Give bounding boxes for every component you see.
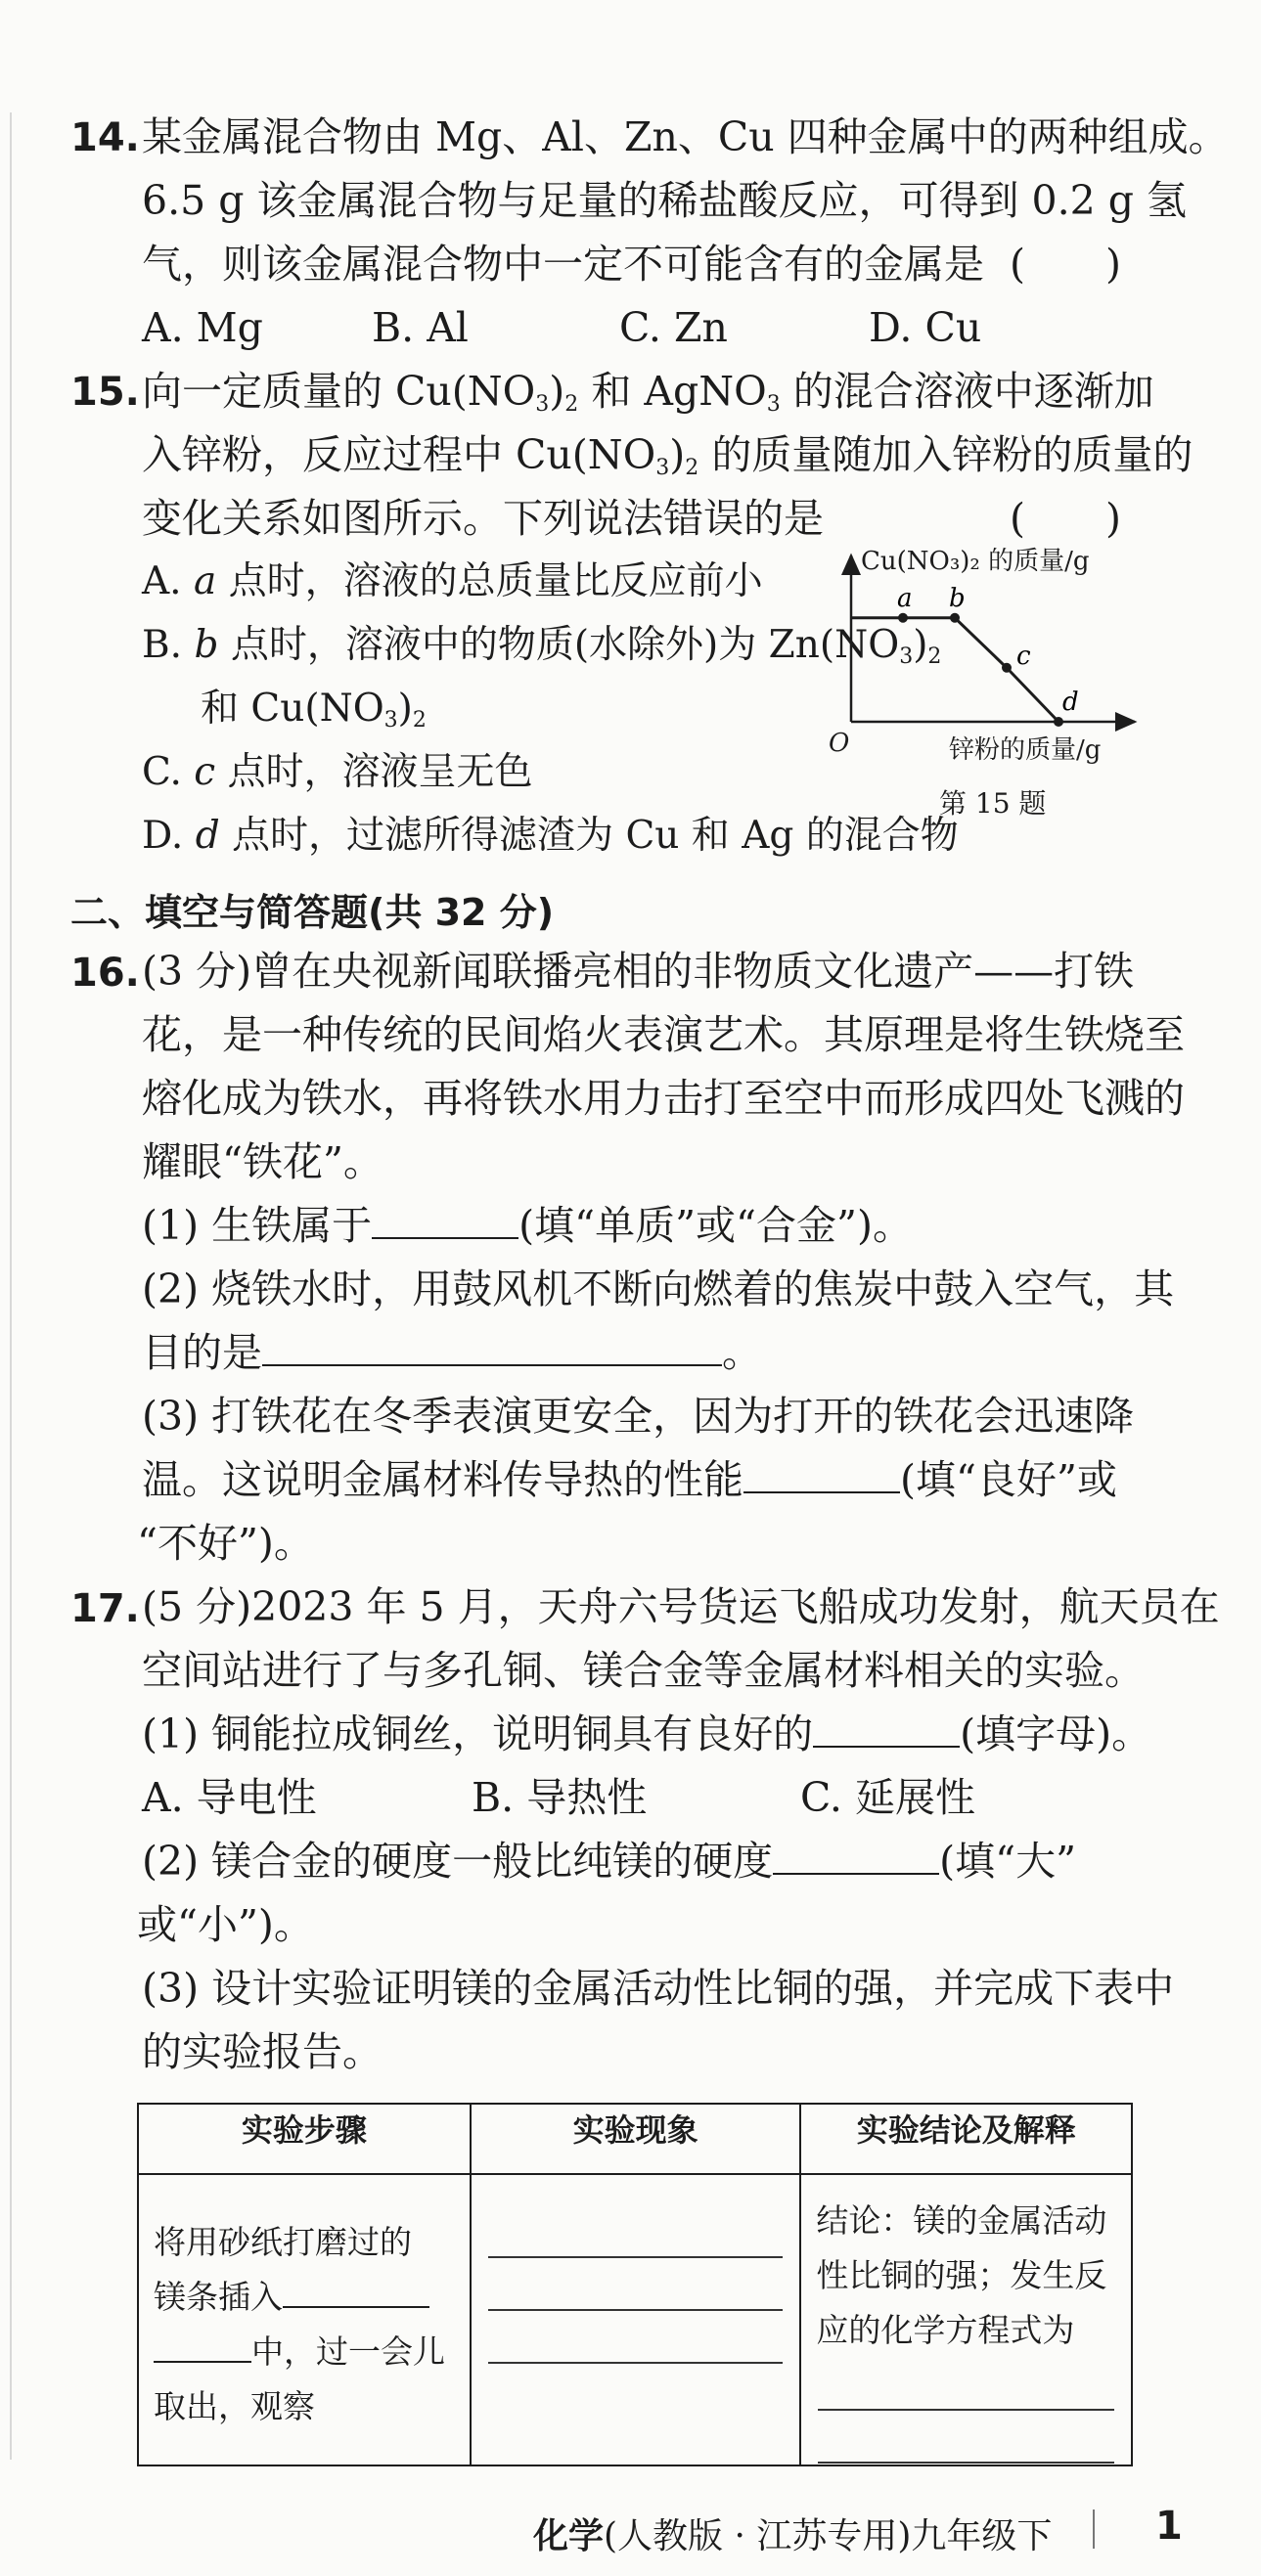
option-b-continued: 和 $Cu(NO_3)_2$ xyxy=(201,687,427,733)
question-number: 14. xyxy=(70,115,140,160)
question-number: 15. xyxy=(70,370,140,415)
question-number: 17. xyxy=(70,1586,140,1631)
point-label-c: c xyxy=(1016,641,1031,671)
table-row xyxy=(138,2174,1132,2465)
footer-divider xyxy=(1093,2509,1095,2549)
sub-question-1: (1) 生铁属于 (填“单质”或“合金”)。 xyxy=(142,1202,913,1249)
sub-question-2-continued: 或“小”)。 xyxy=(137,1901,314,1948)
phenomenon-cell xyxy=(471,2174,801,2465)
question-text-line: 熔化成为铁水，再将铁水用力击打至空中而形成四处飞溅的 xyxy=(142,1075,1185,1122)
data-point-c xyxy=(1002,663,1012,673)
column-header-steps: 实验步骤 xyxy=(138,2104,471,2174)
chart-marks xyxy=(851,584,1079,727)
sub-question-3: (3) 设计实验证明镁的金属活动性比铜的强，并完成下表中 xyxy=(142,1965,1175,2012)
question-text-line: 花，是一种传统的民间焰火表演艺术。其原理是将生铁烧至 xyxy=(142,1011,1185,1058)
point-label-d: d xyxy=(1062,688,1079,717)
table-header-row xyxy=(138,2104,1132,2174)
option-b: B. 导热性 xyxy=(472,1774,648,1821)
section-title: 二、填空与简答题(共 32 分) xyxy=(70,891,555,934)
page-number: 1 xyxy=(1155,2504,1183,2549)
x-axis-label: 锌粉的质量/g xyxy=(949,735,1102,765)
question-text-line: 空间站进行了与多孔铜、镁合金等金属材料相关的实验。 xyxy=(142,1647,1145,1694)
sub-question-3-continued: 的实验报告。 xyxy=(142,2028,383,2075)
question-text-line: 某金属混合物由 Mg、Al、Zn、Cu 四种金属中的两种组成。 xyxy=(142,113,1229,160)
answer-blank[interactable] xyxy=(773,1836,939,1875)
question-text-line: 耀眼“铁花”。 xyxy=(142,1138,383,1185)
answer-bracket: ( ) xyxy=(1010,241,1121,288)
question-text-line: 6.5 g 该金属混合物与足量的稀盐酸反应，可得到 0.2 g 氢 xyxy=(142,177,1188,224)
sub-question-1: (1) 铜能拉成铜丝，说明铜具有良好的 (填字母)。 xyxy=(142,1710,1152,1757)
point-label-a: a xyxy=(897,583,913,613)
column-header-phenomenon: 实验现象 xyxy=(471,2104,801,2174)
question-text-line: 向一定质量的 $Cu(NO_3)_2$ 和 AgNO$_3$ 的混合溶液中逐渐加 xyxy=(142,368,1154,417)
sub-question-2-continued: 目的是 。 xyxy=(142,1329,762,1376)
answer-blank[interactable] xyxy=(818,2411,1114,2464)
binding-margin-line xyxy=(10,112,12,2460)
sub-question-3-end: “不好”)。 xyxy=(137,1520,314,1567)
option-a: A. a 点时，溶液的总质量比反应前小 xyxy=(142,559,763,603)
sub-question-3: (3) 打铁花在冬季表演更安全，因为打开的铁花会迅速降 xyxy=(142,1393,1135,1440)
sub-question-2: (2) 镁合金的硬度一般比纯镁的硬度 (填“大” xyxy=(142,1838,1077,1885)
question-text-line: 变化关系如图所示。下列说法错误的是 xyxy=(142,495,824,542)
data-point-b xyxy=(950,613,960,623)
conclusion-cell: 结论：镁的金属活动 性比铜的强；发生反 应的化学方程式为 xyxy=(800,2174,1132,2465)
answer-blank[interactable] xyxy=(154,2326,251,2363)
option-b: B. b 点时，溶液中的物质(水除外)为 $Zn(NO_3)_2$ xyxy=(142,623,942,669)
question-text-line: (5 分)2023 年 5 月，天舟六号货运飞船成功发射，航天员在 xyxy=(142,1583,1220,1630)
question-text-line: 气，则该金属混合物中一定不可能含有的金属是 xyxy=(142,241,984,288)
experiment-report-table xyxy=(137,2103,1133,2466)
option-d: D. d 点时，过滤所得滤渣为 Cu 和 Ag 的混合物 xyxy=(142,814,959,858)
sub-question-2: (2) 烧铁水时，用鼓风机不断向燃着的焦炭中鼓入空气，其 xyxy=(142,1266,1175,1312)
option-c: C. Zn xyxy=(619,304,728,351)
footer-book-title: 化学(人教版 · 江苏专用)九年级下 xyxy=(533,2516,1053,2556)
question-text-line: (3 分)曾在央视新闻联播亮相的非物质文化遗产——打铁 xyxy=(142,948,1135,995)
answer-blank[interactable] xyxy=(488,2311,784,2364)
option-a: A. 导电性 xyxy=(142,1774,317,1821)
y-axis-label: Cu(NO₃)₂ 的质量/g xyxy=(861,547,1090,576)
question-number: 16. xyxy=(70,951,140,996)
question-text-line: 入锌粉，反应过程中 $Cu(NO_3)_2$ 的质量随加入锌粉的质量的 xyxy=(142,431,1193,480)
option-b: B. Al xyxy=(372,304,469,351)
answer-blank[interactable] xyxy=(372,1200,518,1239)
answer-blank[interactable] xyxy=(488,2258,784,2311)
origin-label: O xyxy=(829,729,850,758)
option-d: D. Cu xyxy=(869,304,982,351)
answer-bracket: ( ) xyxy=(1010,495,1121,542)
step-cell: 将用砂纸打磨过的 镁条插入 中，过一会儿 取出，观察 xyxy=(138,2174,471,2465)
column-header-conclusion: 实验结论及解释 xyxy=(800,2104,1132,2174)
sub-question-3-continued: 温。这说明金属材料传导热的性能 (填“良好”或 xyxy=(142,1456,1117,1503)
answer-blank[interactable] xyxy=(818,2358,1114,2411)
option-c: C. 延展性 xyxy=(800,1774,975,1821)
option-c: C. c 点时，溶液呈无色 xyxy=(142,750,533,794)
figure-caption: 第 15 题 xyxy=(939,787,1047,820)
data-point-a xyxy=(898,613,908,623)
answer-blank[interactable] xyxy=(262,1327,722,1366)
option-a: A. Mg xyxy=(142,304,263,351)
answer-blank[interactable] xyxy=(743,1454,900,1493)
answer-blank[interactable] xyxy=(813,1709,960,1748)
point-label-b: b xyxy=(949,583,966,613)
answer-blank[interactable] xyxy=(283,2271,429,2308)
data-point-d xyxy=(1054,717,1063,727)
answer-blank[interactable] xyxy=(488,2205,784,2258)
